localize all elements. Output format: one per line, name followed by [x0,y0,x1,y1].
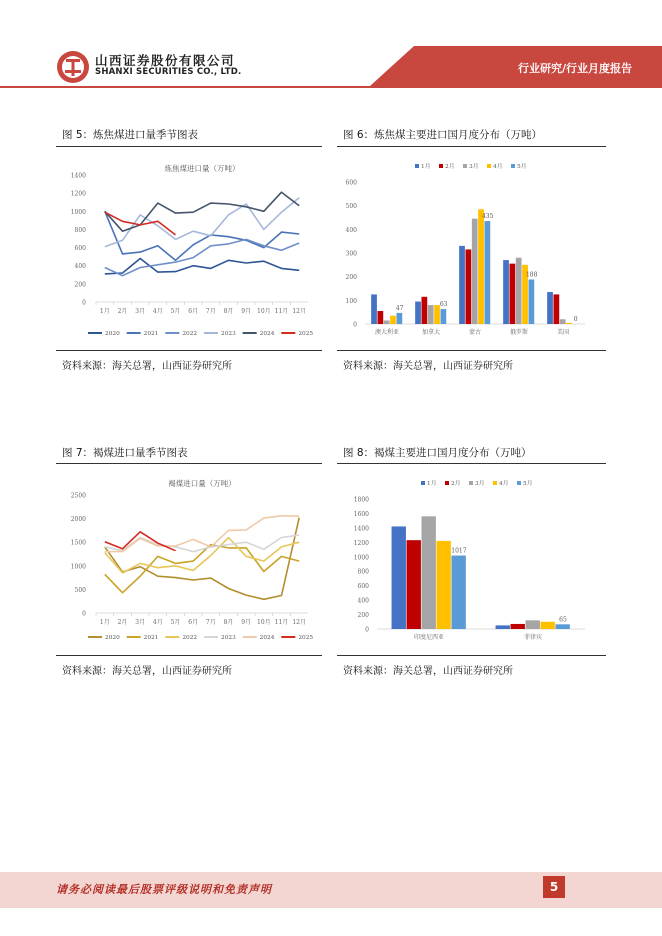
y-tick-label: 0 [82,299,86,307]
chart-coking-coal-seasonal [56,150,322,346]
y-tick-label: 400 [74,263,86,271]
figure-6-title: 图 6：炼焦煤主要进口国月度分布（万吨） [343,129,543,141]
bar-4月 [540,622,554,629]
y-tick-label: 400 [357,597,369,605]
y-tick-label: 1000 [70,563,86,571]
company-name-cn: 山西证券股份有限公司 [95,53,236,68]
y-tick-label: 1600 [353,510,369,518]
x-tick-label: 美国 [556,329,570,336]
bar-3月 [428,305,434,324]
bar-2月 [377,311,383,324]
y-tick-label: 0 [353,321,357,329]
legend-label-2025: 2025 [298,331,314,338]
x-tick-label: 加拿大 [421,329,441,336]
y-tick-label: 400 [345,226,357,234]
y-tick-label: 200 [74,281,86,289]
y-tick-label: 200 [357,612,369,620]
chart-lignite-by-country [337,470,606,650]
bar-4月 [566,323,572,324]
figure-7-source: 资料来源：海关总署，山西证券研究所 [62,666,232,677]
y-tick-label: 1200 [70,190,86,198]
bar-1月 [392,526,406,629]
legend-label-2月: 2月 [451,481,461,488]
bar-1月 [459,246,465,324]
bar-1月 [371,294,377,324]
bar-5月 [397,313,403,324]
x-tick-label: 10月 [257,308,271,315]
legend-label-3月: 3月 [469,164,479,171]
x-tick-label: 11月 [274,619,289,626]
y-tick-label: 1200 [353,539,369,547]
bar-5月 [485,221,491,324]
x-tick-label: 9月 [241,619,252,626]
legend-label-4月: 4月 [499,481,509,488]
chart-lignite-seasonal [56,470,322,650]
bar-3月 [560,319,566,324]
figure-5-title: 图 5：炼焦煤进口量季节图表 [62,129,199,141]
bar-4月 [436,541,450,629]
x-tick-label: 12月 [292,619,306,626]
legend-label-1月: 1月 [427,481,437,488]
series-line-2021 [105,211,299,260]
legend-label-2025: 2025 [298,635,314,642]
bar-5月 [451,556,465,629]
legend-swatch-3月 [469,481,473,485]
bar-5月 [441,309,447,324]
data-label: 435 [481,213,494,221]
legend-label-1月: 1月 [421,164,431,171]
bar-2月 [509,264,515,324]
series-line-2025 [105,532,176,551]
x-tick-label: 7月 [205,308,216,315]
bar-5月 [555,624,569,629]
figure-5-bottom-rule [56,350,322,351]
x-tick-label: 印度尼西亚 [413,634,445,641]
x-tick-label: 5月 [170,308,181,315]
y-tick-label: 2000 [70,516,86,524]
y-tick-label: 1400 [353,525,369,533]
x-tick-label: 12月 [292,308,306,315]
legend-label-2月: 2月 [445,164,455,171]
x-tick-label: 5月 [170,619,181,626]
bar-4月 [390,316,396,324]
legend-label-2022: 2022 [182,331,198,338]
series-line-2020 [105,518,299,600]
figure-8-top-rule [337,463,606,464]
x-tick-label: 4月 [152,308,163,315]
bar-2月 [465,249,471,324]
x-tick-label: 2月 [117,308,128,315]
figure-6-top-rule [337,146,606,147]
company-name-en: SHANXI SECURITIES CO., LTD. [95,67,242,77]
chart-coking-coal-by-country [337,150,606,346]
figure-8-title: 图 8：褐煤主要进口国月度分布（万吨） [343,447,532,459]
footer-disclaimer: 请务必阅读最后股票评级说明和免责声明 [56,883,272,896]
figure-7-top-rule [56,463,322,464]
x-tick-label: 俄罗斯 [509,329,529,336]
bar-4月 [478,209,484,324]
legend-label-2022: 2022 [182,635,198,642]
x-tick-label: 2月 [117,619,128,626]
legend-label-2021: 2021 [143,331,159,338]
data-label: 188 [525,271,538,279]
legend-swatch-2月 [439,164,443,168]
y-tick-label: 800 [357,568,369,576]
bar-3月 [526,620,540,629]
legend-swatch-1月 [421,481,425,485]
legend-swatch-5月 [511,164,515,168]
data-label: 63 [439,301,448,309]
y-tick-label: 0 [82,610,86,618]
legend-label-2020: 2020 [105,331,120,338]
x-tick-label: 澳大利亚 [374,329,400,336]
y-tick-label: 1500 [70,539,86,547]
legend-swatch-4月 [487,164,491,168]
y-tick-label: 0 [365,626,369,634]
x-tick-label: 蒙古 [468,329,482,336]
data-label: 1017 [451,547,467,555]
x-tick-label: 菲律宾 [523,634,543,641]
x-tick-label: 1月 [99,619,110,626]
legend-label-4月: 4月 [493,164,503,171]
y-tick-label: 500 [345,203,357,211]
bar-1月 [415,302,421,324]
figure-7-title: 图 7：褐煤进口量季节图表 [62,447,188,459]
bar-3月 [516,258,522,324]
legend-label-5月: 5月 [517,164,527,171]
x-tick-label: 4月 [152,619,163,626]
y-tick-label: 1400 [70,172,86,180]
bar-2月 [511,624,525,629]
bar-1月 [496,625,510,629]
bar-3月 [422,516,436,629]
bar-1月 [547,292,553,324]
y-tick-label: 600 [357,583,369,591]
x-tick-label: 8月 [223,619,234,626]
figure-5-top-rule [56,146,322,147]
y-tick-label: 200 [345,274,357,282]
report-type: 行业研究/行业月度报告 [517,62,632,75]
data-label: 47 [395,304,404,312]
series-line-2020 [105,259,299,274]
legend-label-2020: 2020 [105,635,120,642]
x-tick-label: 11月 [274,308,289,315]
x-tick-label: 6月 [188,308,199,315]
figure-6-source: 资料来源：海关总署，山西证券研究所 [343,361,513,372]
y-tick-label: 600 [345,179,357,187]
x-tick-label: 3月 [135,308,146,315]
y-tick-label: 1000 [353,554,369,562]
bar-2月 [553,294,559,324]
bar-5月 [529,280,535,324]
legend-swatch-5月 [517,481,521,485]
figure-8-bottom-rule [337,655,606,656]
y-tick-label: 2500 [70,492,86,500]
legend-label-3月: 3月 [475,481,485,488]
chart-title: 褐煤进口量（万吨） [168,479,236,488]
bar-3月 [384,320,390,324]
y-tick-label: 800 [74,226,86,234]
data-label: 0 [573,316,578,323]
legend-swatch-3月 [463,164,467,168]
y-tick-label: 1800 [353,496,369,504]
x-tick-label: 9月 [241,308,252,315]
x-tick-label: 7月 [205,619,216,626]
y-tick-label: 300 [345,250,357,258]
y-tick-label: 100 [345,297,357,305]
bar-2月 [421,297,427,324]
figure-6-bottom-rule [337,350,606,351]
bar-1月 [503,260,509,324]
series-line-2024 [105,192,299,231]
y-tick-label: 600 [74,245,86,253]
x-tick-label: 3月 [135,619,146,626]
figure-8-source: 资料来源：海关总署，山西证券研究所 [343,666,513,677]
legend-swatch-2月 [445,481,449,485]
legend-swatch-1月 [415,164,419,168]
x-tick-label: 1月 [99,308,110,315]
legend-swatch-4月 [493,481,497,485]
legend-label-2024: 2024 [259,635,275,642]
x-tick-label: 10月 [257,619,271,626]
legend-label-2021: 2021 [143,635,159,642]
series-line-2022 [105,239,299,275]
legend-label-5月: 5月 [523,481,533,488]
x-tick-label: 8月 [223,308,234,315]
y-tick-label: 1000 [70,208,86,216]
company-logo [56,50,90,84]
chart-title: 炼焦煤进口量（万吨） [164,164,240,173]
series-line-2024 [105,516,299,552]
figure-5-source: 资料来源：海关总署，山西证券研究所 [62,361,232,372]
y-tick-label: 500 [74,586,86,594]
bar-3月 [472,219,478,324]
figure-7-bottom-rule [56,655,322,656]
legend-label-2024: 2024 [259,331,275,338]
legend-label-2023: 2023 [221,635,236,642]
data-label: 65 [559,616,567,624]
x-tick-label: 6月 [188,619,199,626]
legend-label-2023: 2023 [221,331,236,338]
bar-2月 [407,540,421,629]
page-number: 5 [543,876,565,898]
